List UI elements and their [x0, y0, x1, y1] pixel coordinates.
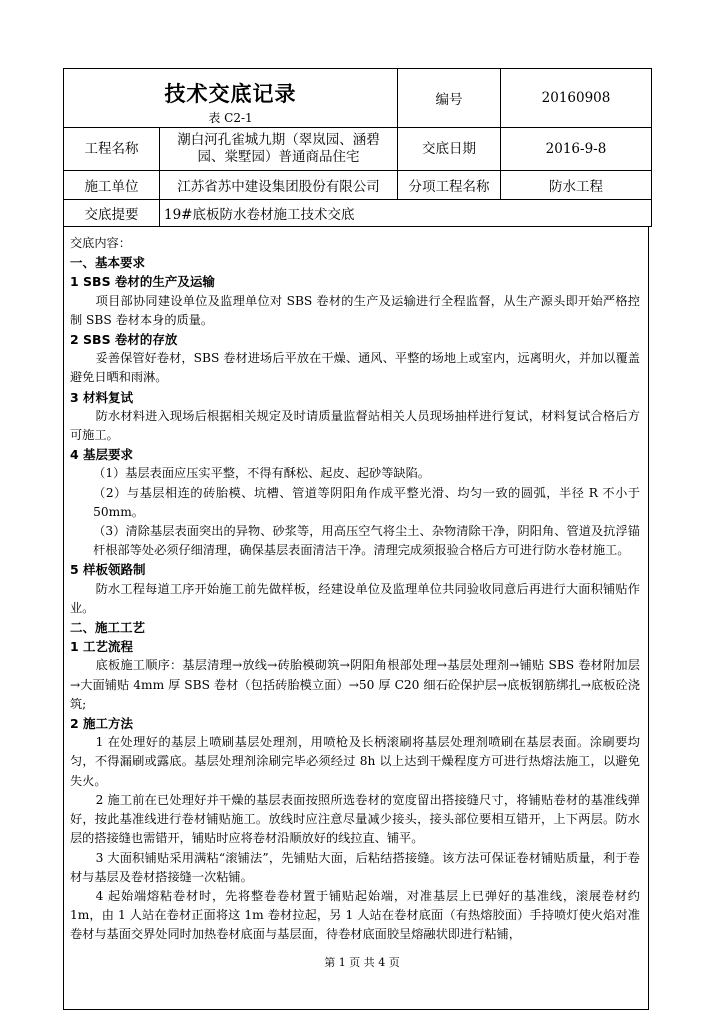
- list-item: （2）与基层相连的砖胎模、坑槽、管道等阴阳角作成平整光滑、均匀一致的圆弧，半径 R 不小于 50mm。: [93, 485, 640, 519]
- document-page: [63, 68, 651, 1010]
- paragraph: 底板施工顺序：基层清理→放线→砖胎模砌筑→阴阳角根部处理→基层处理剂→铺贴 SBS 卷材附加层→大面铺贴 4mm 厚 SBS 卷材（包括砖胎模立面）→50 厚 C20 细石砼保护层→底板钢筋绑扎→底板砼浇筑;: [70, 658, 640, 711]
- subsection-2-2: 2 施工方法: [70, 716, 134, 732]
- paragraph: 妥善保管好卷材，SBS 卷材进场后平放在干燥、通风、平整的场地上或室内，远离明火，并加以覆盖避免日晒和雨淋。: [70, 351, 640, 385]
- title-cell: [64, 69, 398, 128]
- header-table: [63, 68, 652, 227]
- summary-value: 19#底板防水卷材施工技术交底: [160, 200, 652, 227]
- paragraph: 防水材料进入现场后根据相关规定及时请质量监督站相关人员现场抽样进行复试，材料复试合格后方可施工。: [70, 408, 640, 443]
- paragraph: 1 在处理好的基层上喷刷基层处理剂，用喷枪及长柄滚刷将基层处理剂喷刷在基层表面。涂刷要均匀，不得漏刷或露底。基层处理剂涂刷完毕必须经过 8h 以上达到干燥程度方可进行热熔法施工，以避免失火。: [70, 735, 640, 788]
- project-name-value: [160, 128, 398, 171]
- date-label: 交底日期: [398, 128, 501, 171]
- subsection-1-1: 1 SBS 卷材的生产及运输: [70, 274, 215, 290]
- unit-value: 江苏省苏中建设集团股份有限公司: [160, 171, 398, 200]
- paragraph: 防水工程每道工序开始施工前先做样板，经建设单位及监理单位共同验收同意后再进行大面积铺贴作业。: [70, 581, 640, 615]
- unit-label: 施工单位: [64, 171, 160, 200]
- paragraph: 2 施工前在已处理好并干燥的基层表面按照所选卷材的宽度留出搭接缝尺寸，将铺贴卷材的基准线弹好，按此基准线进行卷材铺贴施工。放线时应注意尽量减少接头，接头部位要相互错开，上下两层。防水层的搭接缝也需错开，铺贴时应将卷材沿顺放好的线拉直、铺平。: [70, 792, 640, 846]
- paragraph: 3 大面积铺贴采用满粘“滚铺法”，先铺贴大面，后粘结搭接缝。该方法可保证卷材铺贴质量，利于卷材与基层及卷材搭接缝一次粘铺。: [70, 850, 640, 884]
- section-1-heading: 一、基本要求: [70, 255, 146, 271]
- page-footer: 第 1 页 共 4 页: [324, 956, 400, 969]
- subsection-1-3: 3 材料复试: [70, 389, 134, 405]
- content-heading: 交底内容：: [70, 236, 131, 250]
- paragraph: 4 起始端熔粘卷材时，先将整卷卷材置于铺贴起始端，对准基层上已弹好的基准线，滚展卷材约 1m，由 1 人站在卷材正面将这 1m 卷材拉起，另 1 人站在卷材底面（有热熔胶面）手持喷灯使火焰对准卷材与基面交界处同时加热卷材底面与基层面，待卷材底面胶呈熔融状即进行粘铺，: [70, 888, 640, 942]
- subsection-1-2: 2 SBS 卷材的存放: [70, 332, 178, 348]
- date-value: 2016-9-8: [501, 128, 652, 171]
- number-label: 编号: [398, 69, 501, 128]
- subsection-2-1: 1 工艺流程: [70, 639, 134, 655]
- subproject-label: 分项工程名称: [398, 171, 501, 200]
- summary-label: 交底提要: [64, 200, 160, 227]
- subproject-value: 防水工程: [501, 171, 652, 200]
- form-number: 表 C2-1: [208, 111, 253, 125]
- section-2-heading: 二、施工工艺: [70, 620, 146, 636]
- document-title: 技术交底记录: [164, 82, 297, 106]
- list-item: （3）清除基层表面突出的异物、砂浆等，用高压空气将尘土、杂物清除干净，阴阳角、管道及抗浮锚 杆根部等处必须仔细清理，确保基层表面清洁干净。清理完成须报验合格后方可进行防水卷材施工。: [93, 524, 640, 558]
- content-body: [63, 227, 649, 1010]
- project-name-line1: 潮白河孔雀城九期（翠岚园、涵碧: [177, 132, 380, 148]
- number-value: 20160908: [501, 69, 652, 128]
- paragraph: 项目部协同建设单位及监理单位对 SBS 卷材的生产及运输进行全程监督，从生产源头即开始严格控制 SBS 卷材本身的质量。: [70, 293, 640, 327]
- project-name-line2: 园、棠墅园）普通商品住宅: [197, 149, 360, 165]
- subsection-1-4: 4 基层要求: [70, 447, 134, 463]
- list-item: （1）基层表面应压实平整，不得有酥松、起皮、起砂等缺陷。: [93, 466, 430, 481]
- subsection-1-5: 5 样板领路制: [70, 562, 146, 578]
- project-name-label: 工程名称: [64, 128, 160, 171]
